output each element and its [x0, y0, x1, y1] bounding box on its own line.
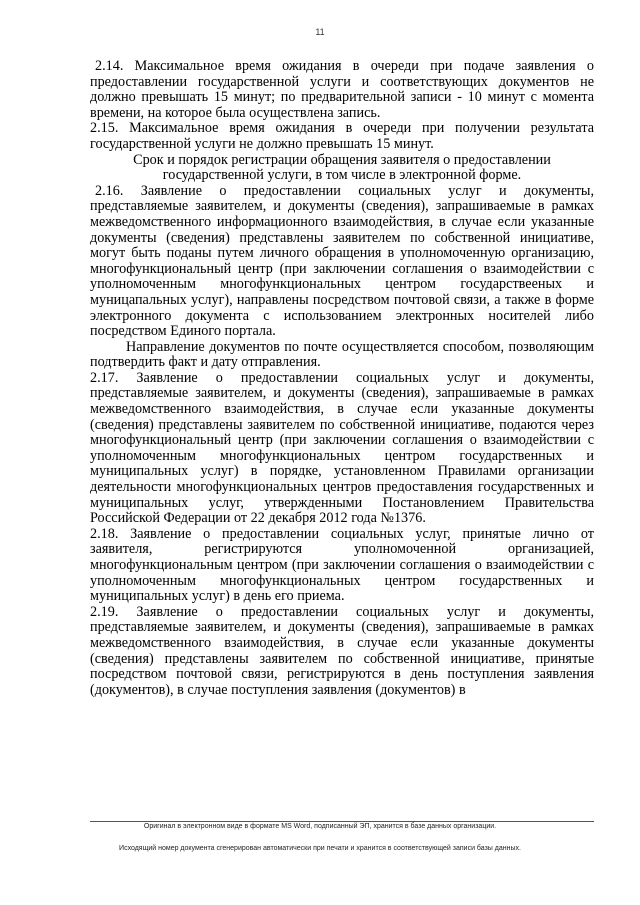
paragraph-2-18: 2.18. Заявление о предоставлении социальных услуг, принятые лично от заявителя, регистрируются уполномоченной организацией, многофункциональным центром (при заключении соглашения о взаимодействии с уполномоченным многофункциональных центром государственных и муниципальных услуг) в день его приема.: [90, 525, 594, 605]
footer-number-note: Исходящий номер документа сгенерирован автоматически при печати и хранится в соответствующей записи базы данных.: [119, 845, 521, 852]
paragraph-2-17: 2.17. Заявление о предоставлении социальных услуг и документы, представляемые заявителем, и документы (сведения), запрашиваемые в рамках межведомственного взаимодействия, в случае если указанные документы (сведения) представлены заявителем по собственной инициативе, подаются через многофункциональный центр (при заключении соглашения о взаимодействии с уполномоченным многофункциональных центром государственных и муниципальных услуг) в порядке, установленном Правилами организации деятельности многофункциональных центров предоставления государственных и муниципальных услуг, утвержденными Постановлением Правительства Российской Федерации от 22 декабря 2012 года №1376.: [90, 369, 594, 527]
page-number: 11: [315, 27, 325, 37]
footer-divider: [90, 821, 594, 822]
footer-original-note: Оригинал в электронном виде в формате MS Word, подписанный ЭП, хранится в базе данных организации.: [143, 823, 497, 830]
paragraph-2-19: 2.19. Заявление о предоставлении социальных услуг и документы, представляемые заявителем, и документы (сведения), запрашиваемые в рамках межведомственного взаимодействия, в случае если указанные документы (сведения) представлены заявителем по собственной инициативе, принятые посредством почтовой связи, регистрируются в день поступления заявления (документов), в случае поступления заявления (документов) в: [90, 603, 594, 698]
document-body: [90, 59, 594, 698]
section-heading: Срок и порядок регистрации обращения заявителя о предоставлении государственной услуги, в том числе в электронной форме.: [133, 151, 551, 184]
paragraph-mail-delivery: Направление документов по почте осуществляется способом, позволяющим подтвердить факт и дату отправления.: [90, 338, 594, 371]
paragraph-2-16: 2.16. Заявление о предоставлении социальных услуг и документы, представляемые заявителем, и документы (сведения), запрашиваемые в рамках межведомственного информационного взаимодействия, в случае если указанные документы (сведения) представлены заявителем по собственной инициативе, могут быть поданы путем личного обращения в уполномоченную организацию, многофункциональный центр (при заключении соглашения о взаимодействии с уполномоченным многофункциональных центром государствееных и муницапальных услуг), направлены посредством почтовой связи, а также в форме электронного документа с использованием электронных носителей либо посредством Единого портала.: [90, 182, 594, 340]
paragraph-2-14: 2.14. Максимальное время ожидания в очереди при подаче заявления о предоставлении государственной услуги и соответствующих документов не должно превышать 15 минут; по предварительной записи - 10 минут с момента времени, на которое была осуществлена запись.: [90, 58, 594, 121]
paragraph-2-15: 2.15. Максимальное время ожидания в очереди при получении результата государственной услуги не должно превышать 15 минут.: [90, 120, 594, 152]
